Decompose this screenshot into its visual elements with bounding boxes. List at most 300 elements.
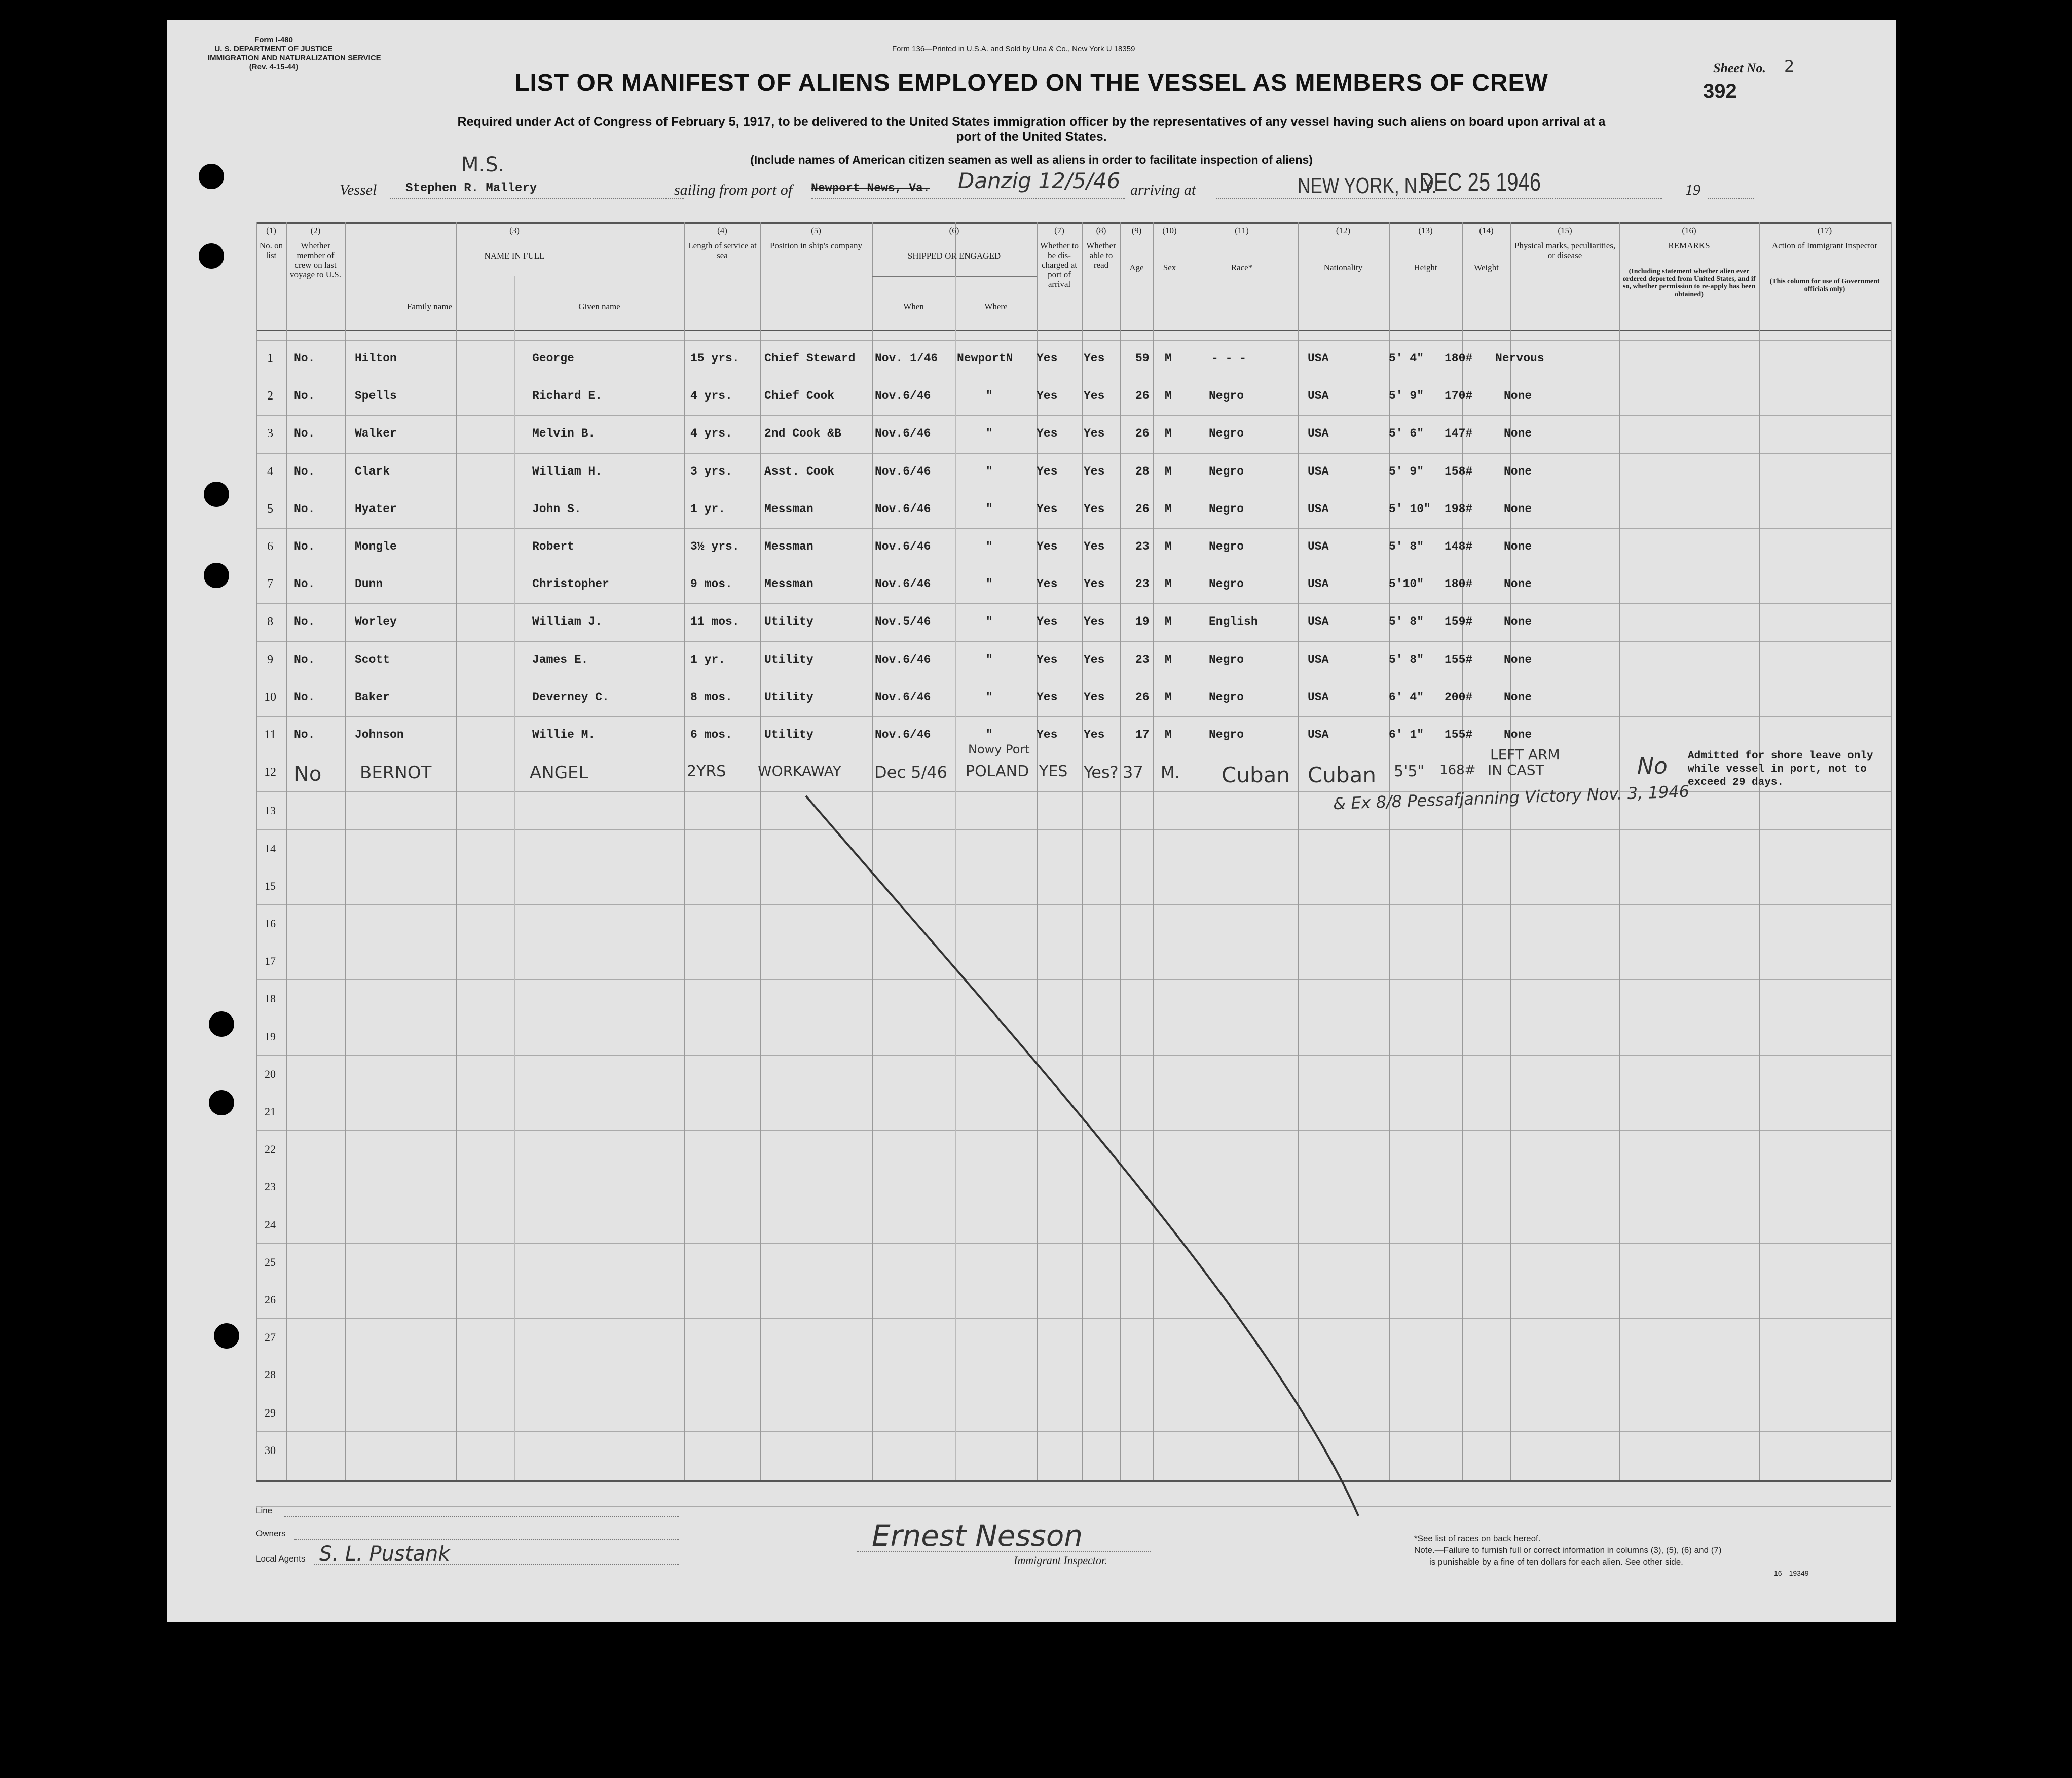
- cell-given-name: Melvin B.: [532, 427, 596, 440]
- hw-last-voyage: No: [294, 763, 322, 786]
- column-label: Nationality: [1323, 263, 1363, 272]
- cell-height: 6' 1": [1389, 728, 1424, 741]
- page-title: LIST OR MANIFEST OF ALIENS EMPLOYED ON THE VESSEL AS MEMBERS OF CREW: [514, 69, 1548, 96]
- cell-family-name: Spells: [355, 389, 397, 403]
- arriving-port: NEW YORK, N.Y.: [1298, 173, 1437, 198]
- cell-last-voyage: No.: [294, 615, 315, 628]
- cell-able-to-read: Yes: [1084, 615, 1105, 628]
- subheader-family: Family name: [406, 302, 453, 311]
- cell-physical-marks: None: [1504, 427, 1532, 440]
- row-number: 8: [267, 615, 273, 628]
- cell-height: 5' 10": [1389, 502, 1431, 516]
- cell-able-to-read: Yes: [1084, 653, 1105, 666]
- cell-given-name: Richard E.: [532, 389, 603, 403]
- hw-shipped-where: POLAND: [966, 763, 1029, 780]
- row-number: 3: [267, 427, 273, 440]
- cell-able-to-read: Yes: [1084, 389, 1105, 403]
- cell-race: Negro: [1209, 691, 1244, 704]
- service: IMMIGRATION AND NATURALIZATION SERVICE: [208, 54, 381, 62]
- cell-age: 28: [1135, 465, 1150, 478]
- hw-able-to-read: Yes?: [1084, 763, 1119, 782]
- hw-action-mark: No: [1637, 753, 1668, 779]
- column-number: (2): [310, 226, 321, 235]
- cell-given-name: William J.: [532, 615, 603, 628]
- cell-given-name: Christopher: [532, 577, 609, 591]
- hw-race: Cuban: [1222, 763, 1290, 787]
- cell-shipped-where: NewportN: [957, 352, 1013, 365]
- cell-shipped-where: ": [986, 427, 993, 440]
- cell-weight: 180#: [1445, 577, 1473, 591]
- cell-age: 19: [1135, 615, 1150, 628]
- column-label: Whether to be dis-charged at port of arrival: [1040, 241, 1079, 289]
- year-label: 19: [1685, 182, 1700, 198]
- cell-family-name: Walker: [355, 427, 397, 440]
- row-number: 26: [265, 1293, 276, 1306]
- line-dotline: [284, 1516, 679, 1517]
- cell-family-name: Scott: [355, 653, 390, 666]
- column-label: REMARKS: [1668, 241, 1710, 250]
- cell-shipped-where: ": [986, 691, 993, 704]
- hw-nationality: Cuban: [1308, 763, 1376, 787]
- cell-discharged: Yes: [1037, 465, 1058, 478]
- row-number: 15: [265, 880, 276, 892]
- column-label: Physical marks, peculiarities, or disease: [1514, 241, 1616, 260]
- row-number: 6: [267, 540, 273, 553]
- penalty-note-2: is punishable by a fine of ten dollars for each alien. See other side.: [1429, 1557, 1683, 1567]
- cell-physical-marks: None: [1504, 691, 1532, 704]
- cell-position: Chief Steward: [764, 352, 856, 365]
- punch-hole: [209, 1011, 234, 1037]
- cell-physical-marks: None: [1504, 728, 1532, 741]
- cell-last-voyage: No.: [294, 691, 315, 704]
- column-label: No. on list: [259, 241, 283, 260]
- cell-family-name: Hyater: [355, 502, 397, 516]
- action-note: (This column for use of Government officials only): [1769, 278, 1880, 293]
- cell-position: Messman: [764, 502, 813, 516]
- cell-race: Negro: [1209, 577, 1244, 591]
- cell-height: 5' 8": [1389, 615, 1424, 628]
- row-number: 23: [265, 1180, 276, 1193]
- cell-family-name: Worley: [355, 615, 397, 628]
- column-number: (1): [266, 226, 276, 235]
- cell-weight: 180#: [1445, 352, 1473, 365]
- row-number: 5: [267, 502, 273, 516]
- row-number: 11: [264, 728, 276, 741]
- row-number: 28: [265, 1368, 276, 1381]
- cell-nationality: USA: [1308, 653, 1329, 666]
- cell-physical-marks: None: [1504, 653, 1532, 666]
- cell-position: Asst. Cook: [764, 465, 835, 478]
- sheet-number: 2: [1784, 57, 1795, 76]
- cell-given-name: Deverney C.: [532, 691, 609, 704]
- cell-age: 23: [1135, 577, 1150, 591]
- column-number: (5): [811, 226, 821, 235]
- cell-weight: 158#: [1445, 465, 1473, 478]
- cell-race: Negro: [1209, 728, 1244, 741]
- cell-able-to-read: Yes: [1084, 352, 1105, 365]
- cell-discharged: Yes: [1037, 728, 1058, 741]
- column-number: (16): [1682, 226, 1696, 235]
- cell-race: - - -: [1211, 352, 1247, 365]
- row-number: 2: [267, 389, 273, 403]
- line-label: Line: [256, 1506, 273, 1515]
- hw-transfer-note: & Ex 8/8 Pessafjanning Victory Nov. 3, 1946: [1333, 781, 1690, 814]
- cell-last-voyage: No.: [294, 728, 315, 741]
- cell-shipped-when: Nov.6/46: [875, 728, 931, 741]
- cell-sex: M: [1165, 615, 1172, 628]
- revision: (Rev. 4-15-44): [249, 63, 299, 71]
- cell-able-to-read: Yes: [1084, 577, 1105, 591]
- punch-hole: [204, 482, 229, 507]
- cell-last-voyage: No.: [294, 653, 315, 666]
- hw-discharged: YES: [1039, 763, 1068, 780]
- form-code: 16—19349: [1774, 1569, 1809, 1577]
- remark-line-3: exceed 29 days.: [1688, 777, 1784, 788]
- cell-nationality: USA: [1308, 615, 1329, 628]
- owners-dotline: [294, 1539, 679, 1540]
- cell-weight: 155#: [1445, 728, 1473, 741]
- agents-signature: S. L. Pustank: [319, 1542, 450, 1566]
- vessel-label: Vessel: [340, 182, 377, 198]
- hw-age: 37: [1123, 763, 1143, 782]
- cell-sex: M: [1165, 691, 1172, 704]
- cell-discharged: Yes: [1037, 502, 1058, 516]
- hw-family-name: BERNOT: [360, 763, 432, 783]
- printer-note: Form 136—Printed in U.S.A. and Sold by Una & Co., New York U 18359: [892, 45, 1135, 53]
- cell-age: 26: [1135, 502, 1150, 516]
- column-number: (11): [1235, 226, 1249, 235]
- cell-able-to-read: Yes: [1084, 465, 1105, 478]
- cell-height: 5'10": [1389, 577, 1424, 591]
- cell-discharged: Yes: [1037, 427, 1058, 440]
- subheader-given: Given name: [578, 302, 620, 311]
- column-label: Sex: [1163, 263, 1176, 272]
- remarks-note: (Including statement whether alien ever ordered deported from United States, and if so, whether permission to re-apply has been obtained): [1622, 268, 1756, 298]
- column-number: (15): [1558, 226, 1572, 235]
- arrival-date-stamp: DEC 25 1946: [1419, 168, 1541, 196]
- sailing-label: sailing from port of: [674, 182, 793, 198]
- cell-given-name: William H.: [532, 465, 603, 478]
- cell-physical-marks: None: [1504, 389, 1532, 403]
- cell-shipped-when: Nov.6/46: [875, 465, 931, 478]
- cell-race: Negro: [1209, 389, 1244, 403]
- cell-nationality: USA: [1308, 691, 1329, 704]
- hw-weight: 168#: [1439, 763, 1476, 778]
- column-number: (12): [1336, 226, 1351, 235]
- cell-nationality: USA: [1308, 352, 1329, 365]
- cell-discharged: Yes: [1037, 577, 1058, 591]
- row-number: 21: [265, 1105, 276, 1118]
- cell-age: 26: [1135, 427, 1150, 440]
- cell-last-voyage: No.: [294, 352, 315, 365]
- cell-position: Utility: [764, 691, 813, 704]
- cell-sex: M: [1165, 577, 1172, 591]
- cell-shipped-where: ": [986, 502, 993, 516]
- row-number: 27: [265, 1331, 276, 1344]
- cell-weight: 155#: [1445, 653, 1473, 666]
- row-number: 13: [265, 804, 276, 817]
- cell-service-length: 3 yrs.: [690, 465, 732, 478]
- cell-age: 23: [1135, 653, 1150, 666]
- column-label: Action of Immigrant Inspector: [1771, 241, 1878, 250]
- cell-shipped-where: ": [986, 465, 993, 478]
- column-number: (9): [1131, 226, 1142, 235]
- cell-shipped-when: Nov.6/46: [875, 653, 931, 666]
- cell-age: 59: [1135, 352, 1150, 365]
- row-number: 7: [267, 577, 273, 591]
- cell-able-to-read: Yes: [1084, 728, 1105, 741]
- column-number: (6): [949, 226, 959, 235]
- cell-height: 5' 8": [1389, 653, 1424, 666]
- remark-line-2: while vessel in port, not to: [1688, 764, 1867, 775]
- cell-shipped-where: ": [986, 540, 993, 553]
- cell-sex: M: [1165, 728, 1172, 741]
- manifest-sheet: [167, 20, 1896, 1622]
- cell-last-voyage: No.: [294, 465, 315, 478]
- hw-given-name: ANGEL: [530, 763, 588, 783]
- cell-position: Utility: [764, 653, 813, 666]
- cell-discharged: Yes: [1037, 691, 1058, 704]
- cell-given-name: George: [532, 352, 574, 365]
- cell-sex: M: [1165, 540, 1172, 553]
- row-number: 12: [264, 766, 276, 779]
- cell-given-name: Willie M.: [532, 728, 596, 741]
- hw-sex: M.: [1161, 763, 1180, 782]
- punch-hole: [199, 164, 224, 189]
- column-label: SHIPPED OR ENGAGED: [907, 251, 1001, 261]
- cell-height: 5' 9": [1389, 465, 1424, 478]
- cell-height: 6' 4": [1389, 691, 1424, 704]
- cell-discharged: Yes: [1037, 540, 1058, 553]
- cell-height: 5' 6": [1389, 427, 1424, 440]
- column-label: Race*: [1231, 263, 1253, 272]
- cell-discharged: Yes: [1037, 389, 1058, 403]
- row-number: 4: [267, 465, 273, 478]
- inspector-dotline: [857, 1551, 1151, 1552]
- cell-race: Negro: [1209, 653, 1244, 666]
- hw-shipped-when: Dec 5/46: [874, 763, 947, 782]
- cell-race: Negro: [1209, 540, 1244, 553]
- vessel-prefix: M.S.: [461, 153, 505, 176]
- races-note: *See list of races on back hereof.: [1414, 1534, 1541, 1543]
- cell-shipped-when: Nov.6/46: [875, 502, 931, 516]
- inspector-label: Immigrant Inspector.: [1014, 1554, 1107, 1567]
- cell-discharged: Yes: [1037, 615, 1058, 628]
- cell-position: Utility: [764, 615, 813, 628]
- row-number: 1: [267, 352, 273, 365]
- cell-service-length: 3½ yrs.: [690, 540, 739, 553]
- cell-age: 23: [1135, 540, 1150, 553]
- row-number: 20: [265, 1068, 276, 1080]
- cell-weight: 170#: [1445, 389, 1473, 403]
- cell-family-name: Mongle: [355, 540, 397, 553]
- cell-height: 5' 8": [1389, 540, 1424, 553]
- column-label: Weight: [1474, 263, 1499, 272]
- cell-sex: M: [1165, 352, 1172, 365]
- cell-shipped-where: ": [986, 615, 993, 628]
- cell-service-length: 11 mos.: [690, 615, 739, 628]
- cell-service-length: 1 yr.: [690, 653, 726, 666]
- requirement-line-1: Required under Act of Congress of February 5, 1917, to be delivered to the United States immigration officer by the representatives of any vessel having such aliens on board upon arrival at a: [457, 115, 1606, 129]
- hw-service-length: 2YRS: [687, 763, 726, 780]
- cell-physical-marks: Nervous: [1495, 352, 1544, 365]
- cell-race: Negro: [1209, 427, 1244, 440]
- cell-age: 26: [1135, 691, 1150, 704]
- remark-line-1: Admitted for shore leave only: [1688, 750, 1873, 762]
- cell-race: Negro: [1209, 465, 1244, 478]
- cell-position: Messman: [764, 577, 813, 591]
- cell-sex: M: [1165, 465, 1172, 478]
- sailing-port-handwritten: Danzig 12/5/46: [958, 168, 1121, 193]
- cell-service-length: 15 yrs.: [690, 352, 739, 365]
- subheader-where: Where: [984, 302, 1008, 311]
- row-number: 25: [265, 1256, 276, 1268]
- cell-age: 26: [1135, 389, 1150, 403]
- cell-service-length: 4 yrs.: [690, 427, 732, 440]
- column-label: Height: [1414, 263, 1437, 272]
- cell-given-name: John S.: [532, 502, 581, 516]
- agents-label: Local Agents: [256, 1554, 306, 1564]
- cell-shipped-when: Nov.6/46: [875, 691, 931, 704]
- cell-weight: 159#: [1445, 615, 1473, 628]
- cell-weight: 148#: [1445, 540, 1473, 553]
- requirement-line-2: port of the United States.: [956, 130, 1107, 144]
- row-number: 22: [265, 1143, 276, 1155]
- strike-line: [167, 20, 1896, 1622]
- punch-hole: [199, 243, 224, 269]
- hw-shipped-where-top: Nowy Port: [968, 742, 1030, 756]
- subheader-when: When: [903, 302, 924, 311]
- cell-able-to-read: Yes: [1084, 502, 1105, 516]
- row-number: 18: [265, 992, 276, 1005]
- cell-physical-marks: None: [1504, 502, 1532, 516]
- row-number: 17: [265, 955, 276, 967]
- cell-nationality: USA: [1308, 577, 1329, 591]
- cell-able-to-read: Yes: [1084, 540, 1105, 553]
- cell-physical-marks: None: [1504, 577, 1532, 591]
- cell-family-name: Dunn: [355, 577, 383, 591]
- cell-physical-marks: None: [1504, 615, 1532, 628]
- row-number: 24: [265, 1218, 276, 1231]
- cell-shipped-when: Nov.6/46: [875, 577, 931, 591]
- column-number: (4): [717, 226, 727, 235]
- cell-able-to-read: Yes: [1084, 427, 1105, 440]
- row-number: 19: [265, 1030, 276, 1043]
- cell-weight: 147#: [1445, 427, 1473, 440]
- column-label: Whether member of crew on last voyage to U.S.: [289, 241, 342, 279]
- cell-sex: M: [1165, 389, 1172, 403]
- cell-position: Chief Cook: [764, 389, 835, 403]
- cell-service-length: 8 mos.: [690, 691, 732, 704]
- column-label: Age: [1129, 263, 1144, 272]
- cell-family-name: Johnson: [355, 728, 404, 741]
- cell-physical-marks: None: [1504, 465, 1532, 478]
- cell-service-length: 4 yrs.: [690, 389, 732, 403]
- column-label: NAME IN FULL: [484, 251, 545, 261]
- punch-hole: [204, 563, 229, 588]
- cell-position: Utility: [764, 728, 813, 741]
- cell-last-voyage: No.: [294, 389, 315, 403]
- column-number: (8): [1096, 226, 1106, 235]
- cell-shipped-where: ": [986, 728, 993, 741]
- cell-race: Negro: [1209, 502, 1244, 516]
- cell-height: 5' 4": [1389, 352, 1424, 365]
- row-number: 16: [265, 917, 276, 930]
- cell-nationality: USA: [1308, 540, 1329, 553]
- cell-shipped-where: ": [986, 389, 993, 403]
- hw-height: 5'5": [1394, 763, 1425, 780]
- cell-shipped-when: Nov.6/46: [875, 540, 931, 553]
- owners-label: Owners: [256, 1529, 286, 1538]
- cell-last-voyage: No.: [294, 577, 315, 591]
- column-number: (3): [509, 226, 520, 235]
- cell-service-length: 6 mos.: [690, 728, 732, 741]
- cell-last-voyage: No.: [294, 502, 315, 516]
- hw-marks-line-2: IN CAST: [1488, 761, 1544, 778]
- cell-last-voyage: No.: [294, 540, 315, 553]
- cell-family-name: Baker: [355, 691, 390, 704]
- column-label: Whether able to read: [1086, 241, 1116, 270]
- penalty-note-1: Note.—Failure to furnish full or correct information in columns (3), (5), (6) and (7): [1414, 1545, 1722, 1555]
- cell-nationality: USA: [1308, 502, 1329, 516]
- row-number: 30: [265, 1444, 276, 1457]
- inspector-signature: Ernest Nesson: [872, 1518, 1083, 1553]
- cell-height: 5' 9": [1389, 389, 1424, 403]
- column-number: (13): [1418, 226, 1433, 235]
- cell-shipped-when: Nov.6/46: [875, 427, 931, 440]
- row-number: 10: [264, 691, 276, 704]
- cell-shipped-when: Nov.5/46: [875, 615, 931, 628]
- cell-shipped-when: Nov.6/46: [875, 389, 931, 403]
- row-number: 9: [267, 653, 273, 666]
- page-number: 392: [1703, 80, 1737, 102]
- strike-line-path: [806, 796, 1358, 1516]
- cell-family-name: Hilton: [355, 352, 397, 365]
- cell-given-name: James E.: [532, 653, 588, 666]
- column-number: (17): [1817, 226, 1832, 235]
- cell-service-length: 1 yr.: [690, 502, 726, 516]
- form-number: Form I-480: [254, 35, 293, 44]
- punch-hole: [214, 1323, 239, 1349]
- cell-nationality: USA: [1308, 465, 1329, 478]
- cell-sex: M: [1165, 502, 1172, 516]
- cell-nationality: USA: [1308, 389, 1329, 403]
- arriving-label: arriving at: [1130, 182, 1196, 198]
- column-number: (14): [1479, 226, 1494, 235]
- cell-nationality: USA: [1308, 427, 1329, 440]
- column-number: (10): [1162, 226, 1177, 235]
- cell-able-to-read: Yes: [1084, 691, 1105, 704]
- cell-position: Messman: [764, 540, 813, 553]
- department: U. S. DEPARTMENT OF JUSTICE: [214, 45, 333, 53]
- hw-position: WORKAWAY: [758, 763, 841, 779]
- row-number: 29: [265, 1406, 276, 1419]
- row-number: 14: [265, 842, 276, 855]
- sheet-label: Sheet No.: [1713, 61, 1766, 76]
- cell-weight: 200#: [1445, 691, 1473, 704]
- cell-last-voyage: No.: [294, 427, 315, 440]
- cell-service-length: 9 mos.: [690, 577, 732, 591]
- cell-race: English: [1209, 615, 1258, 628]
- sailing-port-typed: Newport News, Va.: [811, 182, 930, 195]
- cell-nationality: USA: [1308, 728, 1329, 741]
- cell-age: 17: [1135, 728, 1150, 741]
- cell-discharged: Yes: [1037, 352, 1058, 365]
- cell-weight: 198#: [1445, 502, 1473, 516]
- cell-given-name: Robert: [532, 540, 574, 553]
- cell-shipped-when: Nov. 1/46: [875, 352, 938, 365]
- punch-hole: [209, 1090, 234, 1115]
